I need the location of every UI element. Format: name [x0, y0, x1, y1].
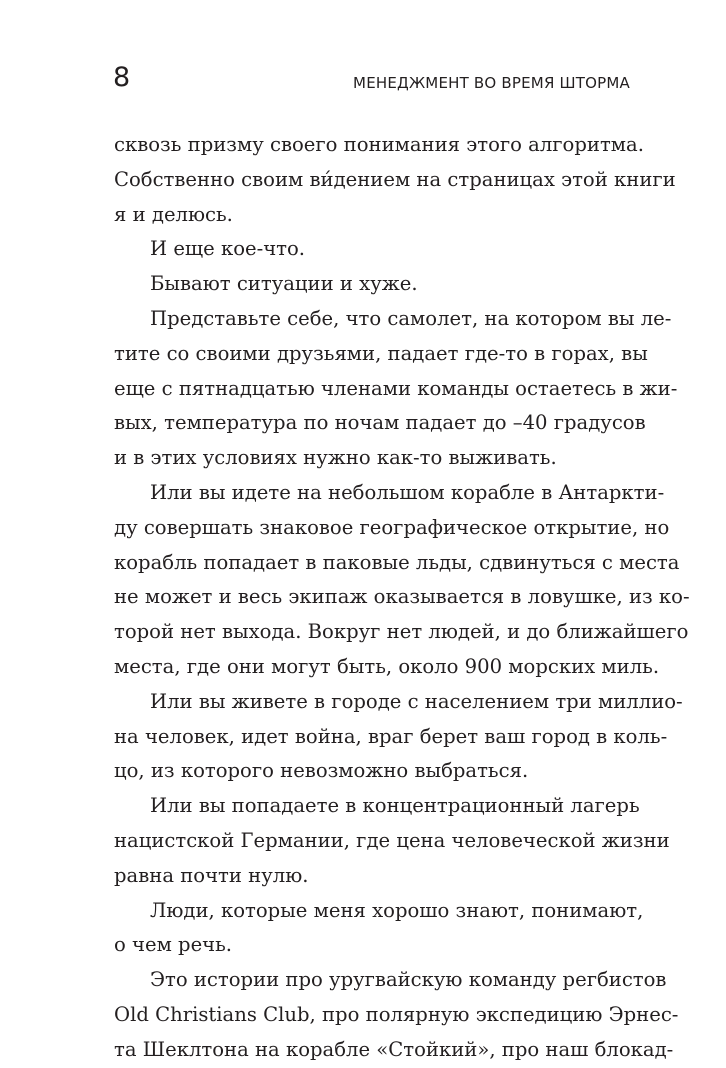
text-line: Собственно своим ви́дением на страницах этой книги [114, 167, 676, 191]
page-number: 8 [113, 62, 131, 93]
text-line: нацистской Германии, где цена человеческой жизни [114, 828, 670, 852]
text-line: ду совершать знаковое географическое открытие, но [114, 515, 670, 539]
text-line: Люди, которые меня хорошо знают, понимают, [150, 898, 644, 922]
text-line: Или вы живете в городе с населением три миллио- [150, 689, 683, 713]
text-line: Или вы идете на небольшом корабле в Антаркти- [150, 480, 665, 504]
text-line: корабль попадает в паковые льды, сдвинуться с места [114, 550, 680, 574]
text-line: торой нет выхода. Вокруг нет людей, и до ближайшего [114, 620, 689, 644]
running-head-title: МЕНЕДЖМЕНТ ВО ВРЕМЯ ШТОРМА [353, 74, 630, 92]
text-line: о чем речь. [114, 933, 233, 957]
text-line: и в этих условиях нужно как-то выживать. [114, 446, 557, 470]
text-line: Бывают ситуации и хуже. [150, 272, 418, 296]
text-line: места, где они могут быть, около 900 морских миль. [114, 654, 660, 678]
text-line: Или вы попадаете в концентрационный лагерь [150, 794, 640, 818]
text-line: Представьте себе, что самолет, на котором вы ле- [150, 306, 672, 330]
body-text [114, 128, 690, 1068]
text-line: И еще кое-что. [150, 237, 306, 261]
text-line: еще с пятнадцатью членами команды остаетесь в жи- [114, 376, 678, 400]
text-line: на человек, идет война, враг берет ваш город в коль- [114, 724, 668, 748]
text-line: сквозь призму своего понимания этого алгоритма. [114, 133, 644, 156]
text-line: не может и весь экипаж оказывается в ловушке, из ко- [114, 585, 690, 609]
text-line: Old Christians Club, про полярную экспедицию Эрнес- [114, 1002, 679, 1026]
text-line: вых, температура по ночам падает до –40 градусов [114, 411, 646, 435]
text-line: равна почти нулю. [114, 863, 309, 887]
text-line: цо, из которого невозможно выбраться. [114, 759, 529, 783]
text-line: я и делюсь. [114, 202, 233, 226]
text-line: Это истории про уругвайскую команду регбистов [150, 968, 667, 992]
text-line: та Шеклтона на корабле «Стойкий», про наш блокад- [114, 1037, 674, 1061]
text-line: тите со своими друзьями, падает где-то в горах, вы [114, 341, 648, 365]
